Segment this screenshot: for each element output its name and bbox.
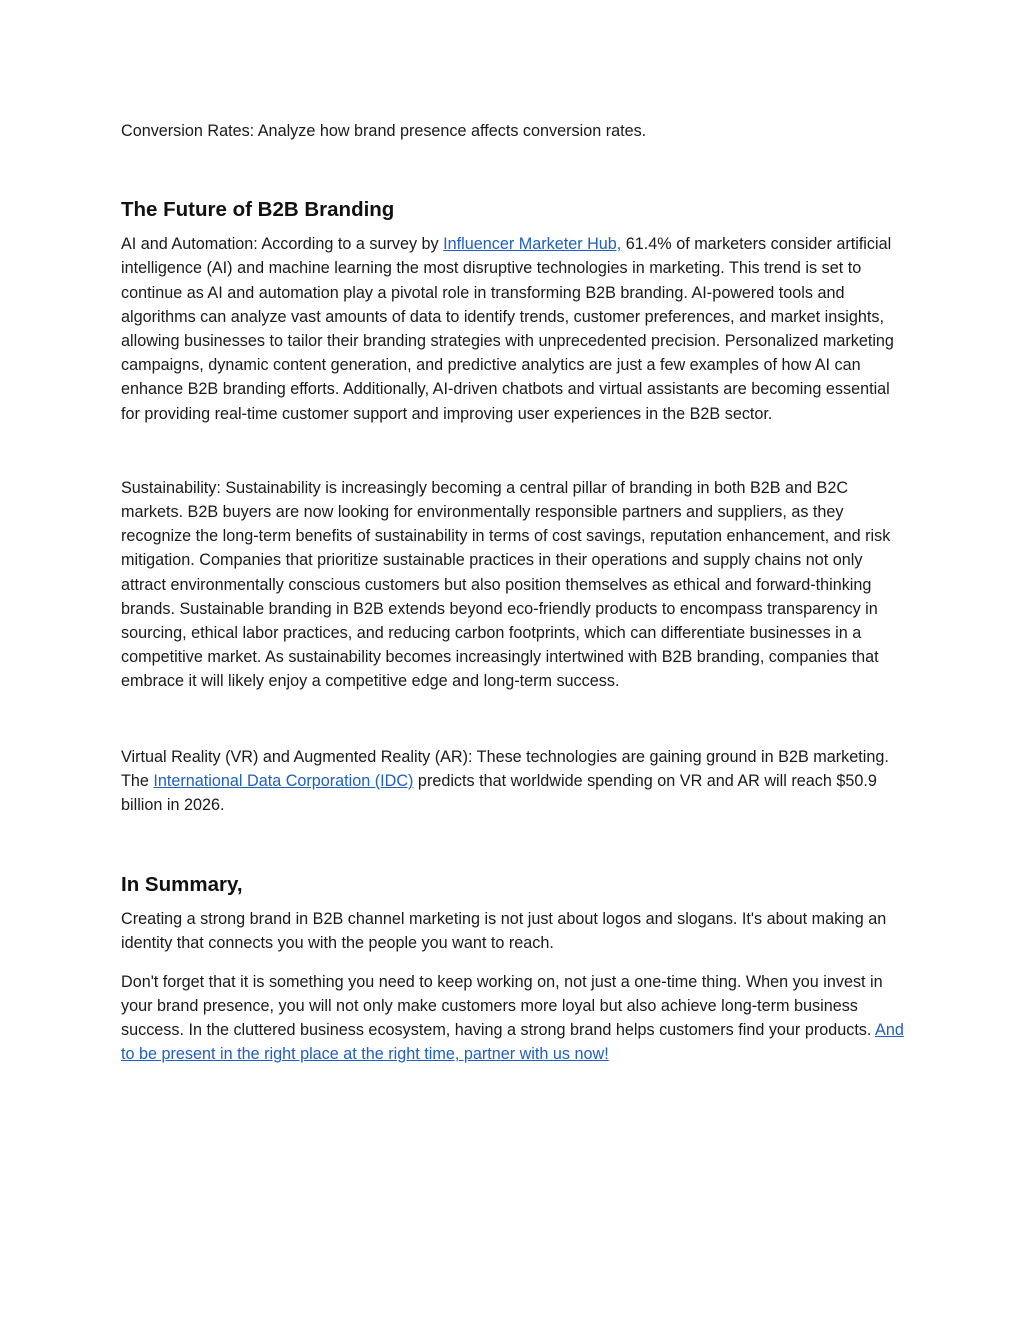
vr-text-before: Virtual Reality (VR) and Augmented Reality (AR): These technologies are gaining ground in B2B marketing. The <box>121 747 889 790</box>
partner-with-us-link[interactable]: And to be present in the right place at the right time, partner with us now! <box>121 1021 904 1064</box>
ai-automation-paragraph <box>121 232 906 426</box>
summary-text-before: Don't forget that it is something you need to keep working on, not just a one-time thing. When you invest in your brand presence, you will not only make customers more loyal but also achieve long-term business success. In the cluttered business ecosystem, having a strong brand helps customers find your products. <box>121 972 883 1040</box>
ai-text-after: 61.4% of marketers consider artificial intelligence (AI) and machine learning the most disruptive technologies in marketing. This trend is set to continue as AI and automation play a pivotal role in transforming B2B branding. AI-powered tools and algorithms can analyze vast amounts of data to identify trends, customer preferences, and market insights, allowing businesses to tailor their branding strategies with unprecedented precision. Personalized marketing campaigns, dynamic content generation, and predictive analytics are just a few examples of how AI can enhance B2B branding efforts. Additionally, AI-driven chatbots and virtual assistants are becoming essential for providing real-time customer support and improving user experiences in the B2B sector. <box>121 235 894 423</box>
in-summary-heading: In Summary, <box>121 873 243 897</box>
summary-paragraph-2 <box>121 970 906 1067</box>
idc-link[interactable]: International Data Corporation (IDC) <box>153 771 414 790</box>
conversion-rates-paragraph: Conversion Rates: Analyze how brand presence affects conversion rates. <box>121 122 647 140</box>
document-body <box>121 119 906 1066</box>
influencer-marketer-hub-link[interactable]: Influencer Marketer Hub, <box>443 235 622 254</box>
summary-paragraph-1: Creating a strong brand in B2B channel marketing is not just about logos and slogans. It's about making an identity that connects you with the people you want to reach. <box>121 910 887 953</box>
vr-text-after: predicts that worldwide spending on VR and AR will reach $50.9 billion in 2026. <box>121 771 877 815</box>
future-of-b2b-branding-heading: The Future of B2B Branding <box>121 198 395 222</box>
ai-text-before: AI and Automation: According to a survey by <box>121 235 444 254</box>
sustainability-paragraph: Sustainability: Sustainability is increasingly becoming a central pillar of branding in both B2B and B2C markets. B2B buyers are now looking for environmentally responsible partners and suppliers, as they recognize the long-term benefits of sustainability in terms of cost savings, reputation enhancement, and risk mitigation. Companies that prioritize sustainable practices in their operations and supply chains not only attract environmentally conscious customers but also position themselves as ethical and forward-thinking brands. Sustainable branding in B2B extends beyond eco-friendly products to encompass transparency in sourcing, ethical labor practices, and reducing carbon footprints, which can differentiate businesses in a competitive market. As sustainability becomes increasingly intertwined with B2B branding, companies that embrace it will likely enjoy a competitive edge and long-term success. <box>121 478 891 691</box>
vr-ar-paragraph <box>121 745 906 818</box>
